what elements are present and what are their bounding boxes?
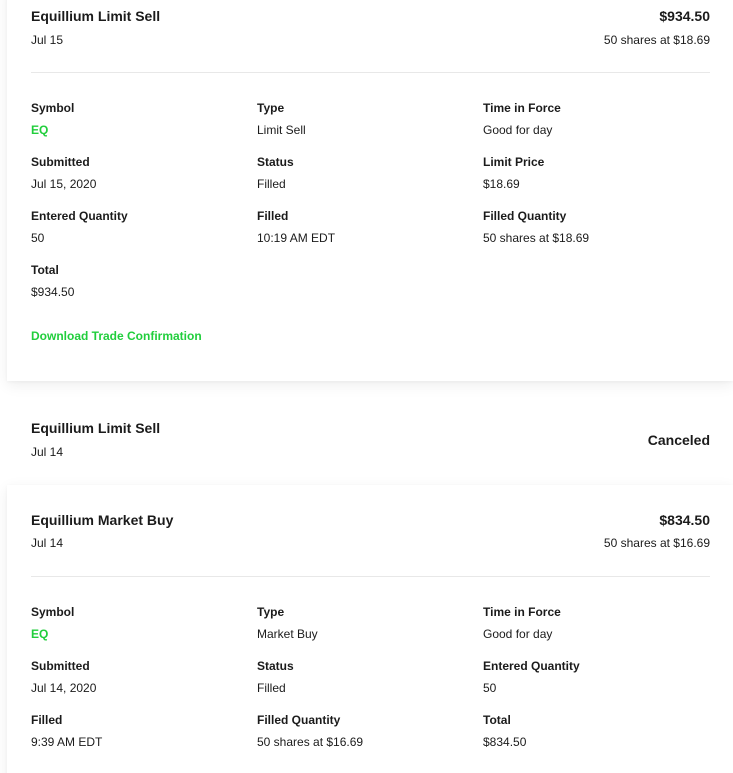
field-label: Submitted: [31, 155, 90, 169]
field-total: [483, 712, 703, 750]
header-divider: [31, 576, 710, 577]
field-value: 50: [31, 231, 45, 245]
field-value: 50: [483, 681, 497, 695]
field-label: Limit Price: [483, 155, 545, 169]
download-trade-confirmation-link[interactable]: Download Trade Confirmation: [31, 329, 202, 343]
order-title: Equillium Market Buy: [31, 512, 174, 528]
field-value: Filled: [257, 681, 286, 695]
order-card-collapsed[interactable]: [7, 398, 733, 476]
order-date: Jul 14: [31, 445, 64, 459]
field-type: [257, 604, 477, 642]
field-label: Type: [257, 101, 285, 115]
field-value: $18.69: [483, 177, 520, 191]
field-type: [257, 100, 477, 138]
field-label: Filled Quantity: [257, 713, 341, 727]
field-filled: [257, 208, 477, 246]
field-label: Filled: [257, 209, 289, 223]
symbol-link[interactable]: EQ: [31, 123, 49, 137]
field-value: 50 shares at $16.69: [257, 735, 364, 749]
field-filled-quantity: [257, 712, 477, 750]
field-label: Status: [257, 659, 294, 673]
field-label: Time in Force: [483, 605, 561, 619]
field-value: Market Buy: [257, 627, 318, 641]
field-limit-price: [483, 154, 703, 192]
symbol-link[interactable]: EQ: [31, 627, 49, 641]
order-date: Jul 15: [31, 33, 64, 47]
field-label: Time in Force: [483, 101, 561, 115]
field-value: $834.50: [483, 735, 527, 749]
field-value: 50 shares at $18.69: [483, 231, 590, 245]
field-entered-quantity: [483, 658, 703, 696]
field-label: Status: [257, 155, 294, 169]
field-value: Jul 14, 2020: [31, 681, 97, 695]
order-status: Canceled: [647, 432, 710, 448]
order-card-expanded[interactable]: [7, 485, 733, 773]
order-amount: $934.50: [659, 8, 710, 24]
order-title: Equillium Limit Sell: [31, 8, 161, 24]
order-shares-summary: 50 shares at $16.69: [603, 536, 710, 550]
field-label: Filled: [31, 713, 63, 727]
field-status: [257, 658, 477, 696]
field-label: Type: [257, 605, 285, 619]
field-value: Good for day: [483, 627, 553, 641]
field-entered-quantity: [31, 208, 251, 246]
field-value: 9:39 AM EDT: [31, 735, 103, 749]
field-label: Total: [483, 713, 511, 727]
field-value: Limit Sell: [257, 123, 306, 137]
order-card-expanded[interactable]: [7, 0, 733, 381]
field-submitted: [31, 154, 251, 192]
field-label: Total: [31, 263, 59, 277]
field-label: Symbol: [31, 101, 75, 115]
field-value: Filled: [257, 177, 286, 191]
field-filled: [31, 712, 251, 750]
field-filled-quantity: [483, 208, 703, 246]
order-title: Equillium Limit Sell: [31, 420, 161, 436]
field-value: Jul 15, 2020: [31, 177, 97, 191]
field-value: Good for day: [483, 123, 553, 137]
field-time-in-force: [483, 604, 703, 642]
header-divider: [31, 72, 710, 73]
field-label: Entered Quantity: [31, 209, 128, 223]
field-label: Submitted: [31, 659, 90, 673]
field-value: $934.50: [31, 285, 75, 299]
field-label: Entered Quantity: [483, 659, 580, 673]
field-submitted: [31, 658, 251, 696]
field-status: [257, 154, 477, 192]
field-value: 10:19 AM EDT: [257, 231, 336, 245]
field-time-in-force: [483, 100, 703, 138]
order-amount: $834.50: [659, 512, 710, 528]
field-label: Filled Quantity: [483, 209, 567, 223]
field-symbol: [31, 604, 251, 642]
field-label: Symbol: [31, 605, 75, 619]
order-date: Jul 14: [31, 536, 64, 550]
field-symbol: [31, 100, 251, 138]
field-total: [31, 262, 251, 300]
order-shares-summary: 50 shares at $18.69: [603, 33, 710, 47]
